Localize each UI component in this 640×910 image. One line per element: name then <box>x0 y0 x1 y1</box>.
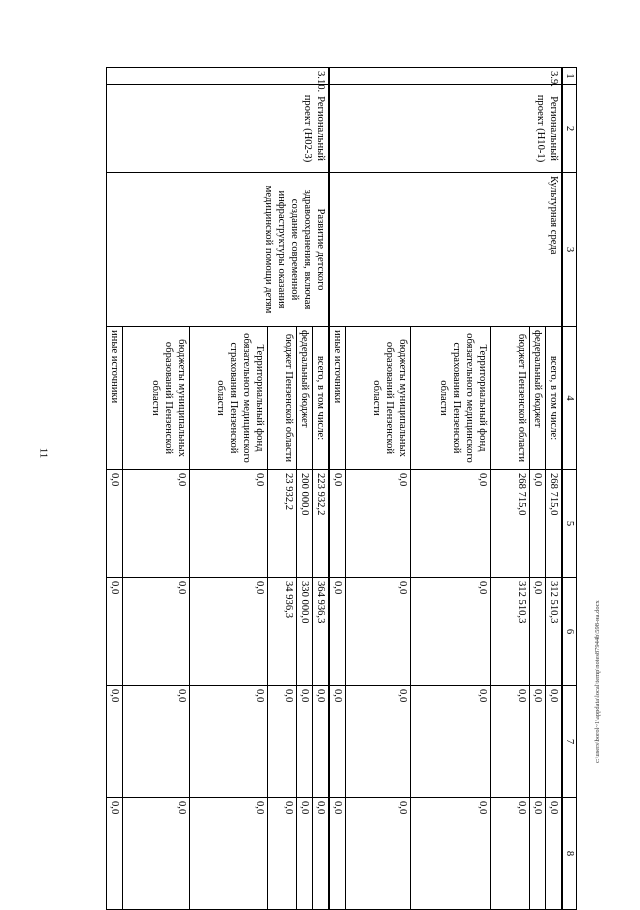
value-cell: 0,0 <box>346 578 411 686</box>
value-cell: 0,0 <box>530 798 546 910</box>
value-cell: 0,0 <box>546 686 563 798</box>
header-cell: 7 <box>562 686 577 798</box>
value-cell: 0,0 <box>268 686 297 798</box>
funding-source: Территориальный фонд обязательного медицинского страхования Пензенской области <box>411 327 491 470</box>
project-name: Культурная среда <box>329 173 562 327</box>
value-cell: 0,0 <box>346 686 411 798</box>
value-cell: 223 932,2 <box>313 470 330 578</box>
page-number: 11 <box>37 447 50 459</box>
value-cell: 0,0 <box>190 470 268 578</box>
value-cell: 0,0 <box>123 686 190 798</box>
rotated-table-page <box>106 67 577 909</box>
project-name: Развитие детского здравоохранения, включая создание современной инфраструктуры оказания медицинской помощи детям <box>107 173 330 327</box>
funding-source: всего, в том числе: <box>546 327 563 470</box>
value-cell: 200 000,0 <box>297 470 313 578</box>
funding-source: иные источники <box>329 327 346 470</box>
value-cell: 0,0 <box>107 686 123 798</box>
value-cell: 0,0 <box>491 798 530 910</box>
value-cell: 0,0 <box>297 798 313 910</box>
header-cell: 1 <box>562 68 577 85</box>
value-cell: 0,0 <box>491 686 530 798</box>
value-cell: 0,0 <box>313 798 330 910</box>
funding-source: всего, в том числе: <box>313 327 330 470</box>
row-number: 3.9. <box>329 68 562 85</box>
funding-source: федеральный бюджет <box>530 327 546 470</box>
header-cell: 2 <box>562 85 577 173</box>
header-cell: 8 <box>562 798 577 910</box>
header-cell: 3 <box>562 173 577 327</box>
value-cell: 330 000,0 <box>297 578 313 686</box>
value-cell: 0,0 <box>329 686 346 798</box>
value-cell: 0,0 <box>411 578 491 686</box>
value-cell: 0,0 <box>123 578 190 686</box>
value-cell: 23 932,2 <box>268 470 297 578</box>
footer-file-path: c:\users\borol~1\appdata\local\temp\notes87944b\598-на.docx <box>594 600 601 763</box>
funding-source: иные источники <box>107 327 123 470</box>
table-row <box>313 68 330 910</box>
funding-source: бюджеты муниципальных образований Пензенской области <box>346 327 411 470</box>
header-row <box>562 68 577 910</box>
value-cell: 0,0 <box>546 798 563 910</box>
funding-source: бюджет Пензенской области <box>491 327 530 470</box>
value-cell: 268 715,0 <box>491 470 530 578</box>
value-cell: 0,0 <box>329 798 346 910</box>
value-cell: 0,0 <box>411 470 491 578</box>
value-cell: 0,0 <box>107 470 123 578</box>
row-number: 3.10. <box>107 68 330 85</box>
value-cell: 0,0 <box>107 578 123 686</box>
value-cell: 0,0 <box>530 686 546 798</box>
header-cell: 4 <box>562 327 577 470</box>
header-cell: 5 <box>562 470 577 578</box>
value-cell: 0,0 <box>190 798 268 910</box>
value-cell: 0,0 <box>190 686 268 798</box>
value-cell: 364 936,3 <box>313 578 330 686</box>
value-cell: 0,0 <box>346 470 411 578</box>
project-code: Региональный проект (Н10-1) <box>329 85 562 173</box>
funding-source: бюджеты муниципальных образований Пензенской области <box>123 327 190 470</box>
value-cell: 312 510,3 <box>546 578 563 686</box>
budget-table <box>106 67 577 910</box>
value-cell: 0,0 <box>411 798 491 910</box>
value-cell: 0,0 <box>329 578 346 686</box>
value-cell: 0,0 <box>313 686 330 798</box>
header-cell: 6 <box>562 578 577 686</box>
value-cell: 0,0 <box>107 798 123 910</box>
value-cell: 0,0 <box>329 470 346 578</box>
value-cell: 0,0 <box>297 686 313 798</box>
value-cell: 0,0 <box>190 578 268 686</box>
value-cell: 0,0 <box>530 578 546 686</box>
table-row <box>546 68 563 910</box>
project-code: Региональный проект (Н02-3) <box>107 85 330 173</box>
value-cell: 0,0 <box>530 470 546 578</box>
value-cell: 0,0 <box>268 798 297 910</box>
value-cell: 268 715,0 <box>546 470 563 578</box>
funding-source: Территориальный фонд обязательного медицинского страхования Пензенской области <box>190 327 268 470</box>
value-cell: 312 510,3 <box>491 578 530 686</box>
value-cell: 0,0 <box>346 798 411 910</box>
value-cell: 0,0 <box>411 686 491 798</box>
value-cell: 34 936,3 <box>268 578 297 686</box>
value-cell: 0,0 <box>123 798 190 910</box>
funding-source: бюджет Пензенской области <box>268 327 297 470</box>
value-cell: 0,0 <box>123 470 190 578</box>
funding-source: федеральный бюджет <box>297 327 313 470</box>
